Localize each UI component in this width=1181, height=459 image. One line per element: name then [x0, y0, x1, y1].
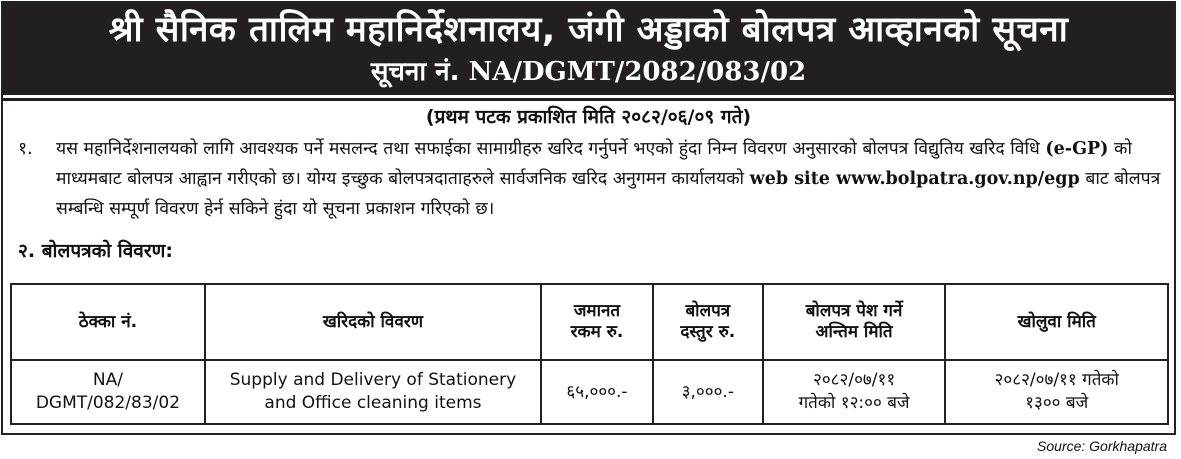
header-opening: खोलुवा मिति	[945, 284, 1168, 360]
section-1-number: १.	[18, 139, 33, 159]
egp-label: (e-GP)	[1045, 139, 1109, 159]
opening-line1: २०८२/०७/११ गतेको	[994, 370, 1119, 390]
contract-no-line1: NA/	[92, 370, 123, 390]
notice-number: NA/DGMT/2082/083/02	[468, 57, 807, 87]
deadline-line2: गतेको १२:०० बजे	[798, 393, 910, 413]
cell-deadline	[763, 360, 946, 424]
header-contract-no: ठेक्का नं.	[11, 284, 205, 360]
notice-number-label: सूचना नं.	[370, 57, 460, 87]
header-security-line2: रकम रु.	[570, 322, 624, 342]
header-deadline-line2: अन्तिम मिति	[815, 322, 893, 342]
header-description: खरिदको विवरण	[205, 284, 541, 360]
section-1-text-c: बाट बोलपत्र सम्बन्धि सम्पूर्ण विवरण हेर्न सकिने हुंदा यो सूचना प्रकाशन गरिएको छ।	[56, 169, 1161, 219]
opening-line2: १३०० बजे	[1025, 393, 1089, 413]
table-row	[11, 360, 1168, 424]
header-security	[541, 284, 653, 360]
website-link[interactable]: web site www.bolpatra.gov.np/egp	[749, 169, 1080, 189]
header-fee-line1: बोलपत्र	[685, 301, 731, 321]
description-line1: Supply and Delivery of Stationery	[229, 370, 517, 390]
cell-contract-no	[11, 360, 205, 424]
header-deadline	[763, 284, 946, 360]
cell-fee: ३,०००.-	[653, 360, 763, 424]
notice-title: श्री सैनिक तालिम महानिर्देशनालय, जंगी अड्डाको बोलपत्र आव्हानको सूचना	[108, 10, 1069, 50]
header-fee	[653, 284, 763, 360]
publish-date: (प्रथम पटक प्रकाशित मिति २०८२/०६/०९ गते)	[425, 106, 752, 128]
source-credit: Source: Gorkhapatra	[1037, 438, 1167, 454]
table-header-row	[11, 284, 1168, 360]
notice-number-line	[3, 53, 1174, 91]
deadline-line1: २०८२/०७/११	[812, 370, 896, 390]
section-1-text-a: यस महानिर्देशनालयको लागि आवश्यक पर्ने मसलन्द तथा सफाईका सामाग्रीहरु खरिद गर्नुपर्ने भएको हुंदा निम्न विवरण अनुसारको बोलपत्र विद्युतिय खरिद विधि	[56, 139, 1040, 159]
header-fee-line2: दस्तुर रु.	[680, 322, 736, 342]
section-1-text-b: को माध्यमबाट बोलपत्र आह्वान गरीएको छ। योग्य इच्छुक बोलपत्रदाताहरुले सार्वजनिक खरिद अनुगमन कार्यालयको	[56, 139, 1133, 189]
cell-opening	[945, 360, 1168, 424]
header-divider	[3, 98, 1174, 101]
notice-header	[3, 3, 1174, 95]
section-1-text	[56, 134, 1168, 224]
contract-no-line2: DGMT/082/83/02	[35, 393, 181, 413]
section-1-paragraph	[18, 134, 1168, 224]
section-2-heading: २. बोलपत्रको विवरण:	[18, 240, 173, 262]
bid-details-table	[10, 283, 1169, 425]
header-security-line1: जमानत	[573, 301, 621, 321]
header-deadline-line1: बोलपत्र पेश गर्ने	[805, 301, 903, 321]
cell-description	[205, 360, 541, 424]
description-line2: and Office cleaning items	[264, 393, 482, 413]
cell-security: ६५,०००.-	[541, 360, 653, 424]
